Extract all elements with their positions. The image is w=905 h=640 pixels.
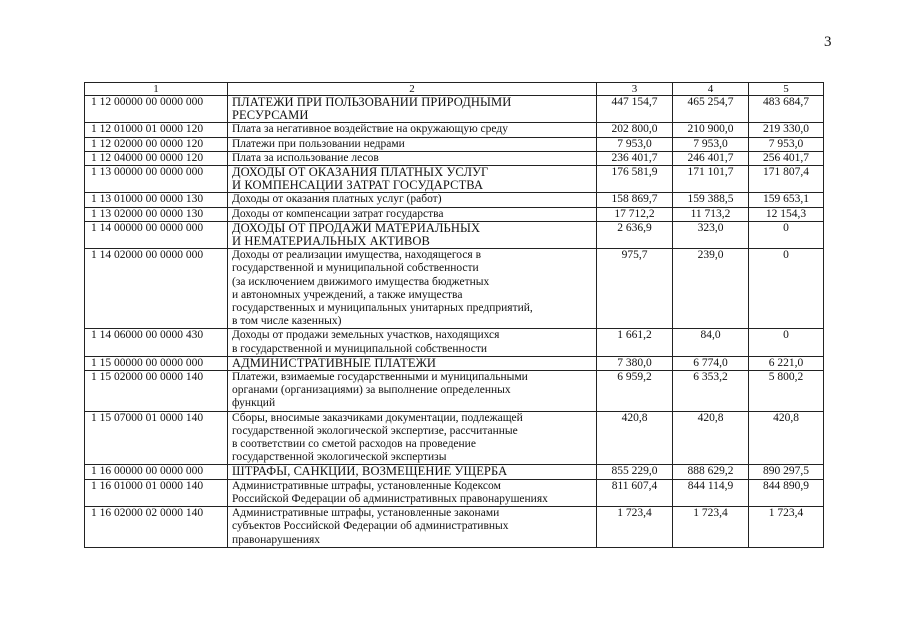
revenue-table-body (85, 83, 824, 548)
column-header-5: 5 (749, 83, 824, 96)
table-header-row (85, 83, 824, 96)
amount-cell-year-3: 844 890,9 (749, 479, 824, 506)
description-cell (228, 96, 597, 123)
amount-cell-year-3: 420,8 (749, 411, 824, 465)
table-row (85, 371, 824, 412)
table-row (85, 465, 824, 479)
amount-cell-year-3: 0 (749, 329, 824, 356)
description-cell (228, 151, 597, 165)
amount-cell-year-1: 158 869,7 (597, 193, 673, 207)
amount-cell-year-2: 246 401,7 (673, 151, 749, 165)
amount-cell-year-3: 159 653,1 (749, 193, 824, 207)
description-cell (228, 221, 597, 248)
table-row (85, 507, 824, 548)
table-row (85, 329, 824, 356)
description-line: Российской Федерации об административных правонарушениях (232, 492, 548, 505)
table-row (85, 356, 824, 370)
budget-code-cell: 1 15 02000 00 0000 140 (85, 371, 228, 412)
budget-code-cell: 1 16 00000 00 0000 000 (85, 465, 228, 479)
budget-code-cell: 1 15 07000 01 0000 140 (85, 411, 228, 465)
amount-cell-year-2: 6 774,0 (673, 356, 749, 370)
table-row (85, 479, 824, 506)
page-number: 3 (824, 34, 832, 50)
amount-cell-year-1: 6 959,2 (597, 371, 673, 412)
description-line: РЕСУРСАМИ (232, 108, 309, 123)
amount-cell-year-2: 6 353,2 (673, 371, 749, 412)
amount-cell-year-2: 11 713,2 (673, 207, 749, 221)
description-line: Плата за использование лесов (232, 151, 379, 164)
amount-cell-year-1: 447 154,7 (597, 96, 673, 123)
table-row (85, 137, 824, 151)
amount-cell-year-2: 888 629,2 (673, 465, 749, 479)
amount-cell-year-2: 7 953,0 (673, 137, 749, 151)
description-line: в государственной и муниципальной собственности (232, 342, 488, 355)
amount-cell-year-1: 811 607,4 (597, 479, 673, 506)
table-row (85, 166, 824, 193)
amount-cell-year-1: 7 380,0 (597, 356, 673, 370)
description-line: ШТРАФЫ, САНКЦИИ, ВОЗМЕЩЕНИЕ УЩЕРБА (232, 464, 508, 479)
description-line: ПЛАТЕЖИ ПРИ ПОЛЬЗОВАНИИ ПРИРОДНЫМИ (232, 95, 512, 109)
description-line: ДОХОДЫ ОТ ПРОДАЖИ МАТЕРИАЛЬНЫХ (232, 220, 481, 235)
description-cell (228, 207, 597, 221)
amount-cell-year-1: 236 401,7 (597, 151, 673, 165)
amount-cell-year-3: 6 221,0 (749, 356, 824, 370)
budget-code-cell: 1 16 01000 01 0000 140 (85, 479, 228, 506)
amount-cell-year-1: 1 661,2 (597, 329, 673, 356)
table-row (85, 249, 824, 329)
amount-cell-year-2: 465 254,7 (673, 96, 749, 123)
description-line: И НЕМАТЕРИАЛЬНЫХ АКТИВОВ (232, 234, 430, 249)
amount-cell-year-3: 219 330,0 (749, 123, 824, 137)
description-line: Доходы от оказания платных услуг (работ) (232, 193, 442, 206)
budget-code-cell: 1 14 00000 00 0000 000 (85, 221, 228, 248)
description-line: правонарушениях (232, 533, 321, 546)
description-line: Доходы от реализации имущества, находящегося в (232, 249, 482, 262)
amount-cell-year-1: 975,7 (597, 249, 673, 329)
column-header-1: 1 (85, 83, 228, 96)
description-line: ДОХОДЫ ОТ ОКАЗАНИЯ ПЛАТНЫХ УСЛУГ (232, 165, 489, 180)
description-line: Доходы от продажи земельных участков, находящихся (232, 329, 500, 342)
description-line: Сборы, вносимые заказчиками документации, подлежащей (232, 411, 523, 424)
amount-cell-year-1: 7 953,0 (597, 137, 673, 151)
description-cell (228, 479, 597, 506)
description-line: функций (232, 397, 276, 410)
amount-cell-year-1: 17 712,2 (597, 207, 673, 221)
description-cell (228, 329, 597, 356)
amount-cell-year-2: 159 388,5 (673, 193, 749, 207)
revenue-table (84, 82, 824, 548)
amount-cell-year-2: 84,0 (673, 329, 749, 356)
table-row (85, 193, 824, 207)
description-line: государственной и муниципальной собственности (232, 262, 479, 275)
description-line: Административные штрафы, установленные Кодексом (232, 479, 501, 492)
budget-code-cell: 1 14 06000 00 0000 430 (85, 329, 228, 356)
amount-cell-year-2: 323,0 (673, 221, 749, 248)
description-line: (за исключением движимого имущества бюджетных (232, 275, 490, 288)
description-line: в том числе казенных) (232, 315, 342, 328)
budget-code-cell: 1 16 02000 02 0000 140 (85, 507, 228, 548)
description-line: Доходы от компенсации затрат государства (232, 207, 444, 220)
amount-cell-year-2: 239,0 (673, 249, 749, 329)
budget-code-cell: 1 12 02000 00 0000 120 (85, 137, 228, 151)
description-cell (228, 507, 597, 548)
budget-code-cell: 1 13 00000 00 0000 000 (85, 166, 228, 193)
amount-cell-year-2: 171 101,7 (673, 166, 749, 193)
budget-code-cell: 1 13 01000 00 0000 130 (85, 193, 228, 207)
amount-cell-year-3: 5 800,2 (749, 371, 824, 412)
budget-code-cell: 1 12 01000 01 0000 120 (85, 123, 228, 137)
column-header-2: 2 (228, 83, 597, 96)
description-line: И КОМПЕНСАЦИИ ЗАТРАТ ГОСУДАРСТВА (232, 178, 484, 193)
amount-cell-year-1: 420,8 (597, 411, 673, 465)
description-line: Административные штрафы, установленные законами (232, 507, 500, 520)
amount-cell-year-3: 7 953,0 (749, 137, 824, 151)
amount-cell-year-3: 0 (749, 249, 824, 329)
amount-cell-year-2: 1 723,4 (673, 507, 749, 548)
amount-cell-year-3: 890 297,5 (749, 465, 824, 479)
amount-cell-year-3: 1 723,4 (749, 507, 824, 548)
description-cell (228, 411, 597, 465)
amount-cell-year-2: 210 900,0 (673, 123, 749, 137)
budget-code-cell: 1 14 02000 00 0000 000 (85, 249, 228, 329)
amount-cell-year-1: 176 581,9 (597, 166, 673, 193)
description-cell (228, 123, 597, 137)
budget-code-cell: 1 15 00000 00 0000 000 (85, 356, 228, 370)
amount-cell-year-1: 1 723,4 (597, 507, 673, 548)
description-cell (228, 193, 597, 207)
amount-cell-year-3: 0 (749, 221, 824, 248)
amount-cell-year-2: 844 114,9 (673, 479, 749, 506)
description-line: государственных и муниципальных унитарных предприятий, (232, 302, 533, 315)
description-line: органами (организациями) за выполнение определенных (232, 384, 511, 397)
budget-code-cell: 1 12 04000 00 0000 120 (85, 151, 228, 165)
column-header-3: 3 (597, 83, 673, 96)
description-cell (228, 137, 597, 151)
amount-cell-year-1: 202 800,0 (597, 123, 673, 137)
description-cell (228, 249, 597, 329)
description-cell (228, 166, 597, 193)
table-row (85, 96, 824, 123)
description-line: в соответствии со сметой расходов на проведение (232, 438, 476, 451)
amount-cell-year-3: 256 401,7 (749, 151, 824, 165)
description-line: и автономных учреждений, а также имущества (232, 288, 463, 301)
table-row (85, 151, 824, 165)
description-line: Платежи при пользовании недрами (232, 137, 405, 150)
amount-cell-year-3: 12 154,3 (749, 207, 824, 221)
description-cell (228, 371, 597, 412)
description-line: государственной экологической экспертизе, рассчитанные (232, 424, 518, 437)
table-row (85, 221, 824, 248)
column-header-4: 4 (673, 83, 749, 96)
description-line: субъектов Российской Федерации об административных (232, 520, 509, 533)
amount-cell-year-1: 855 229,0 (597, 465, 673, 479)
description-line: АДМИНИСТРАТИВНЫЕ ПЛАТЕЖИ (232, 355, 437, 370)
amount-cell-year-3: 171 807,4 (749, 166, 824, 193)
table-row (85, 411, 824, 465)
amount-cell-year-3: 483 684,7 (749, 96, 824, 123)
amount-cell-year-1: 2 636,9 (597, 221, 673, 248)
budget-code-cell: 1 12 00000 00 0000 000 (85, 96, 228, 123)
amount-cell-year-2: 420,8 (673, 411, 749, 465)
table-row (85, 207, 824, 221)
description-line: государственной экологической экспертизы (232, 451, 447, 464)
description-line: Плата за негативное воздействие на окружающую среду (232, 123, 508, 136)
description-line: Платежи, взимаемые государственными и муниципальными (232, 371, 528, 384)
description-cell (228, 356, 597, 370)
budget-code-cell: 1 13 02000 00 0000 130 (85, 207, 228, 221)
table-row (85, 123, 824, 137)
description-cell (228, 465, 597, 479)
